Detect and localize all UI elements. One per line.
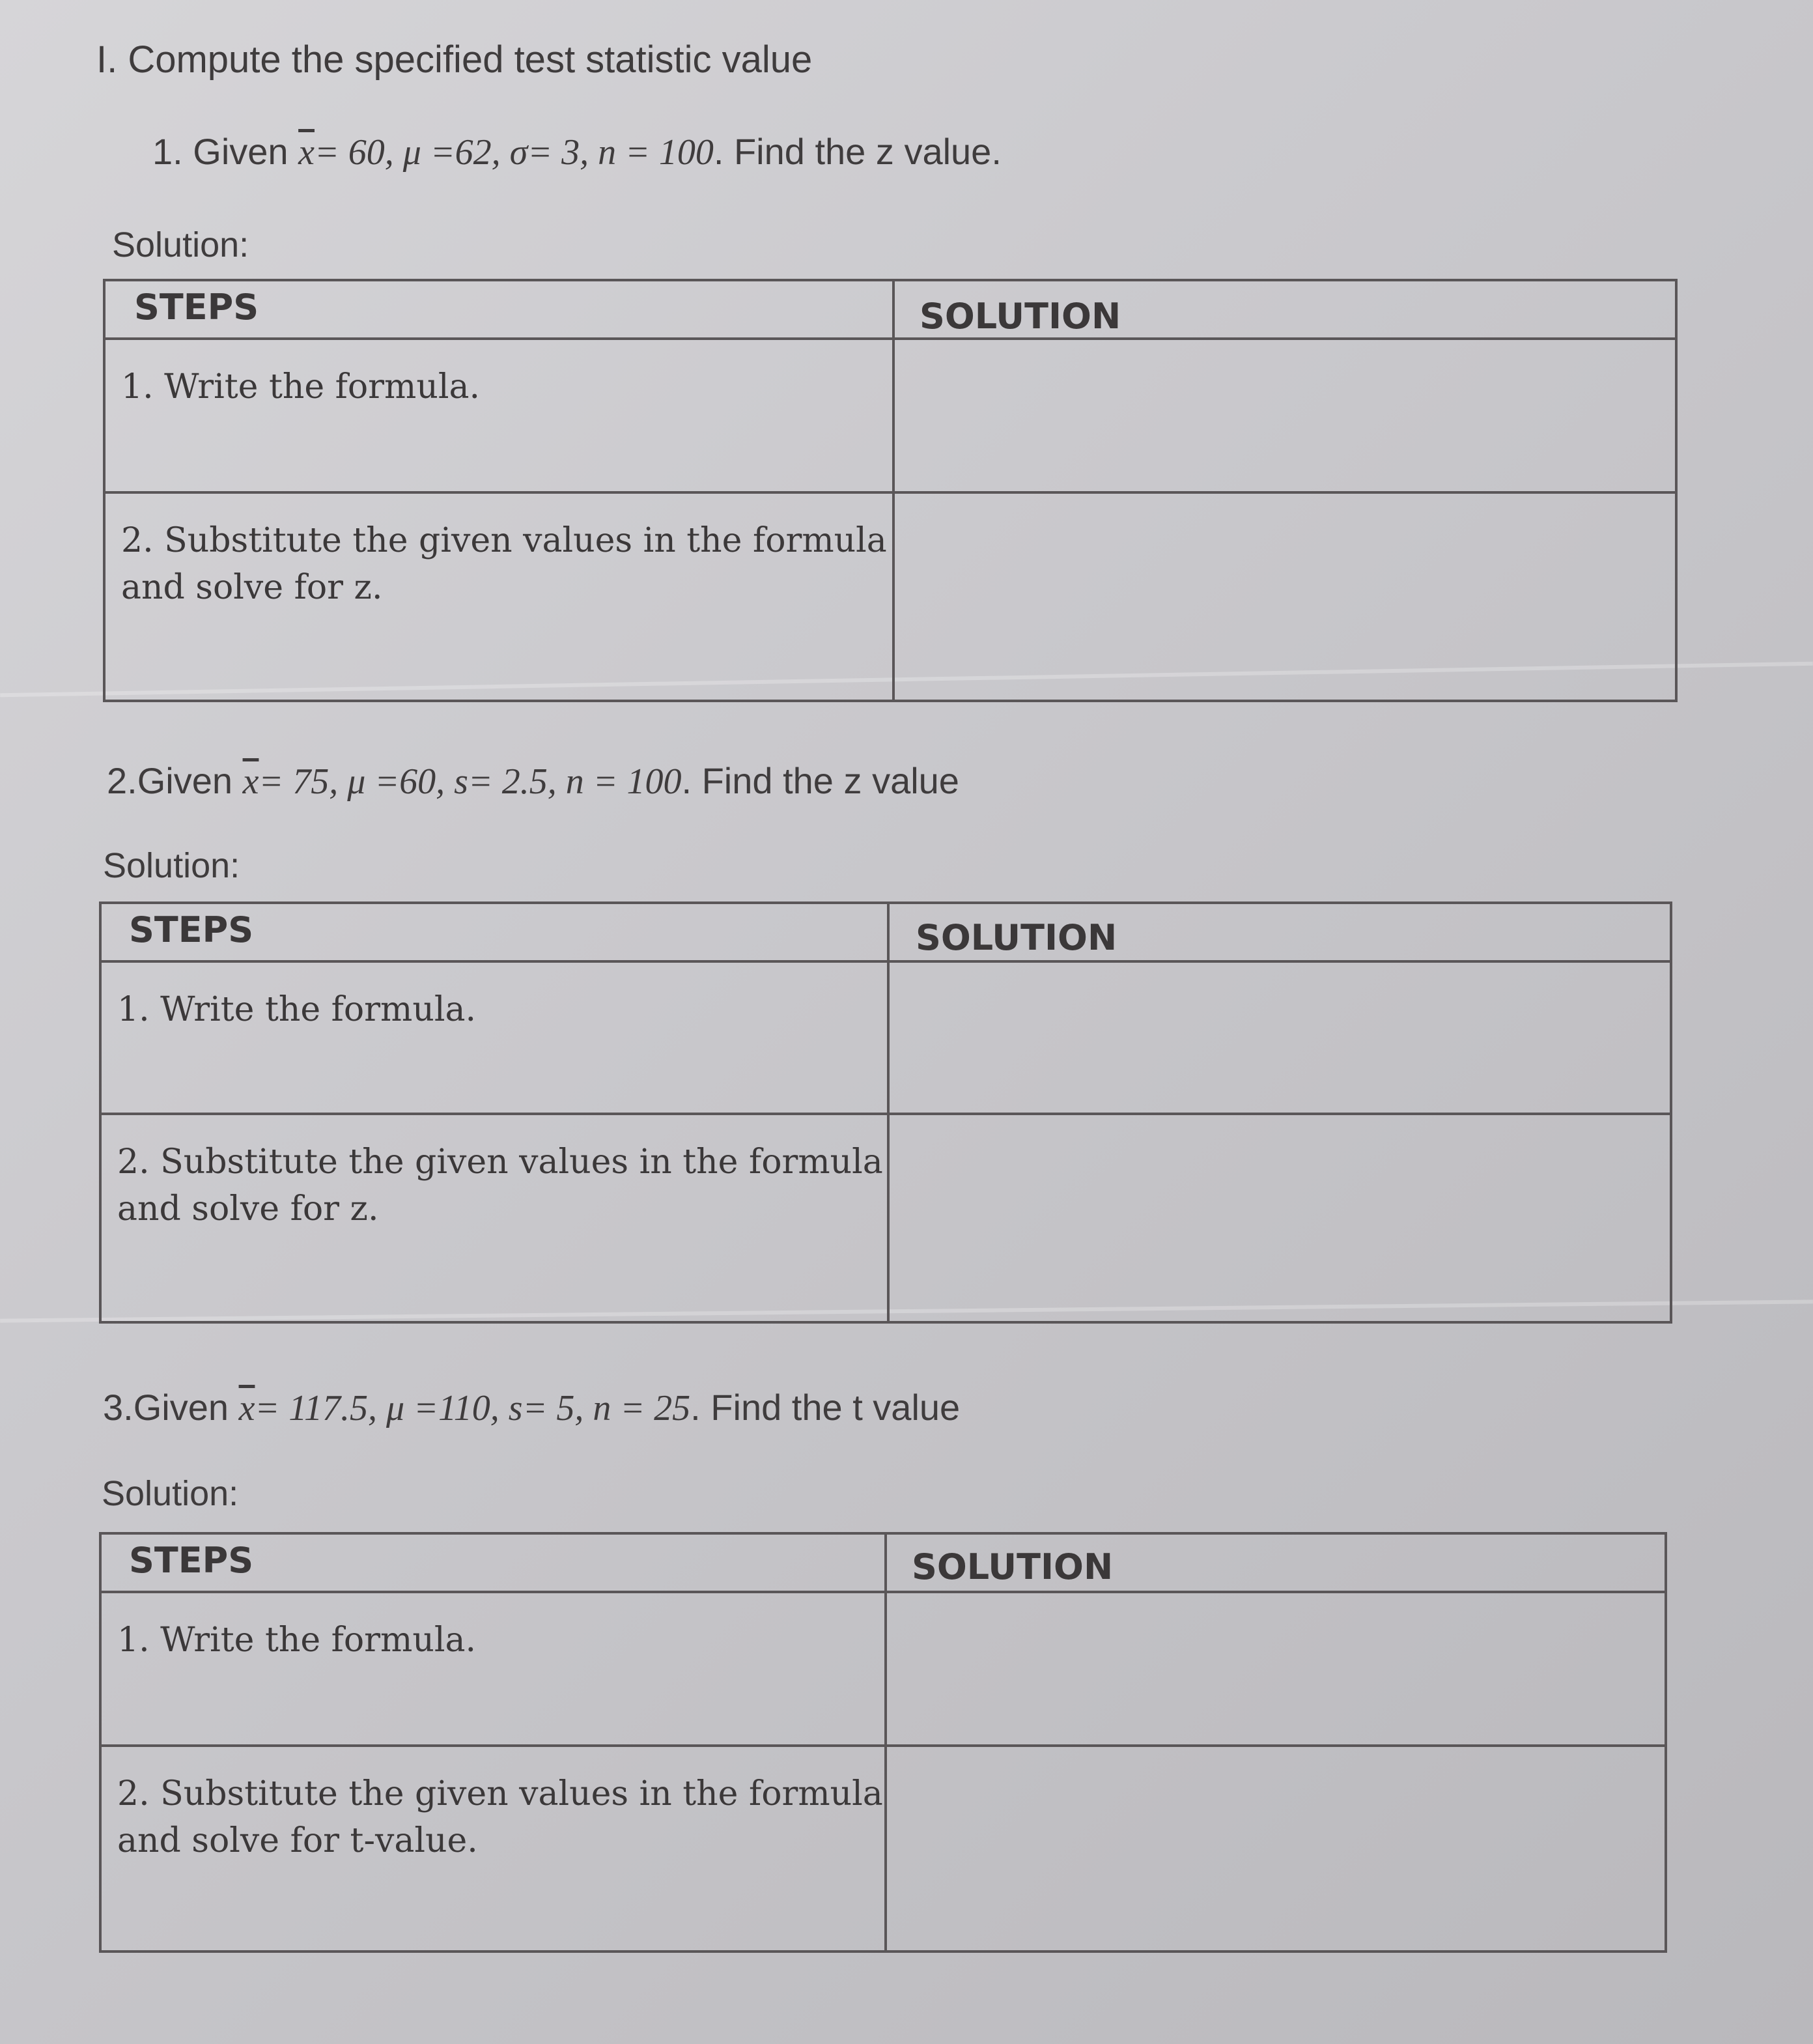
steps-column-header: STEPS: [104, 280, 893, 339]
worksheet-heading: I. Compute the specified test statistic value: [96, 38, 813, 81]
problem-task: . Find the z value: [681, 760, 959, 801]
solution-column-header: SOLUTION: [893, 280, 1676, 339]
solution-cell[interactable]: [893, 492, 1676, 701]
table-header-row: [104, 280, 1676, 339]
solution-column-header: SOLUTION: [888, 903, 1671, 961]
step-cell: 2. Substitute the given values in the formula and solve for t-value.: [100, 1746, 886, 1952]
solution-label: Solution:: [102, 1474, 239, 1513]
table-row: [100, 1114, 1671, 1322]
given-values: = 60, μ =62, σ= 3, n = 100: [314, 132, 714, 173]
table-header-row: [100, 1533, 1666, 1592]
problem-prefix: 3.Given: [103, 1387, 239, 1428]
table-row: [104, 492, 1676, 701]
solution-label: Solution:: [103, 846, 240, 885]
step-cell: 1. Write the formula.: [100, 1592, 886, 1746]
sample-mean-symbol: $\overline{x}$: [298, 132, 315, 173]
steps-table-3: [99, 1532, 1667, 1953]
problem-task: . Find the z value.: [713, 131, 1002, 172]
given-values: = 117.5, μ =110, s= 5, n = 25: [255, 1388, 691, 1428]
solution-cell[interactable]: [886, 1746, 1666, 1952]
solution-cell[interactable]: [888, 1114, 1671, 1322]
table-row: [104, 339, 1676, 492]
problem-1-statement: [152, 130, 1002, 173]
step-cell: 2. Substitute the given values in the formula and solve for z.: [104, 492, 893, 701]
solution-column-header: SOLUTION: [886, 1533, 1666, 1592]
given-values: = 75, μ =60, s= 2.5, n = 100: [259, 761, 682, 802]
table-header-row: [100, 903, 1671, 961]
solution-label: Solution:: [112, 225, 249, 264]
table-row: [100, 961, 1671, 1114]
table-row: [100, 1746, 1666, 1952]
step-cell: 1. Write the formula.: [104, 339, 893, 492]
steps-column-header: STEPS: [100, 1533, 886, 1592]
problem-2-statement: [107, 759, 959, 802]
step-cell: 1. Write the formula.: [100, 961, 888, 1114]
table-row: [100, 1592, 1666, 1746]
problem-prefix: 1. Given: [152, 131, 299, 172]
solution-cell[interactable]: [888, 961, 1671, 1114]
problem-task: . Find the t value: [690, 1387, 961, 1428]
steps-column-header: STEPS: [100, 903, 888, 961]
solution-cell[interactable]: [886, 1592, 1666, 1746]
solution-cell[interactable]: [893, 339, 1676, 492]
sample-mean-symbol: $\overline{x}$: [242, 761, 259, 802]
sample-mean-symbol: $\overline{x}$: [238, 1388, 255, 1428]
steps-table-2: [99, 901, 1672, 1324]
step-cell: 2. Substitute the given values in the formula and solve for z.: [100, 1114, 888, 1322]
steps-table-1: [103, 279, 1678, 702]
problem-3-statement: [103, 1386, 960, 1429]
problem-prefix: 2.Given: [107, 760, 243, 801]
